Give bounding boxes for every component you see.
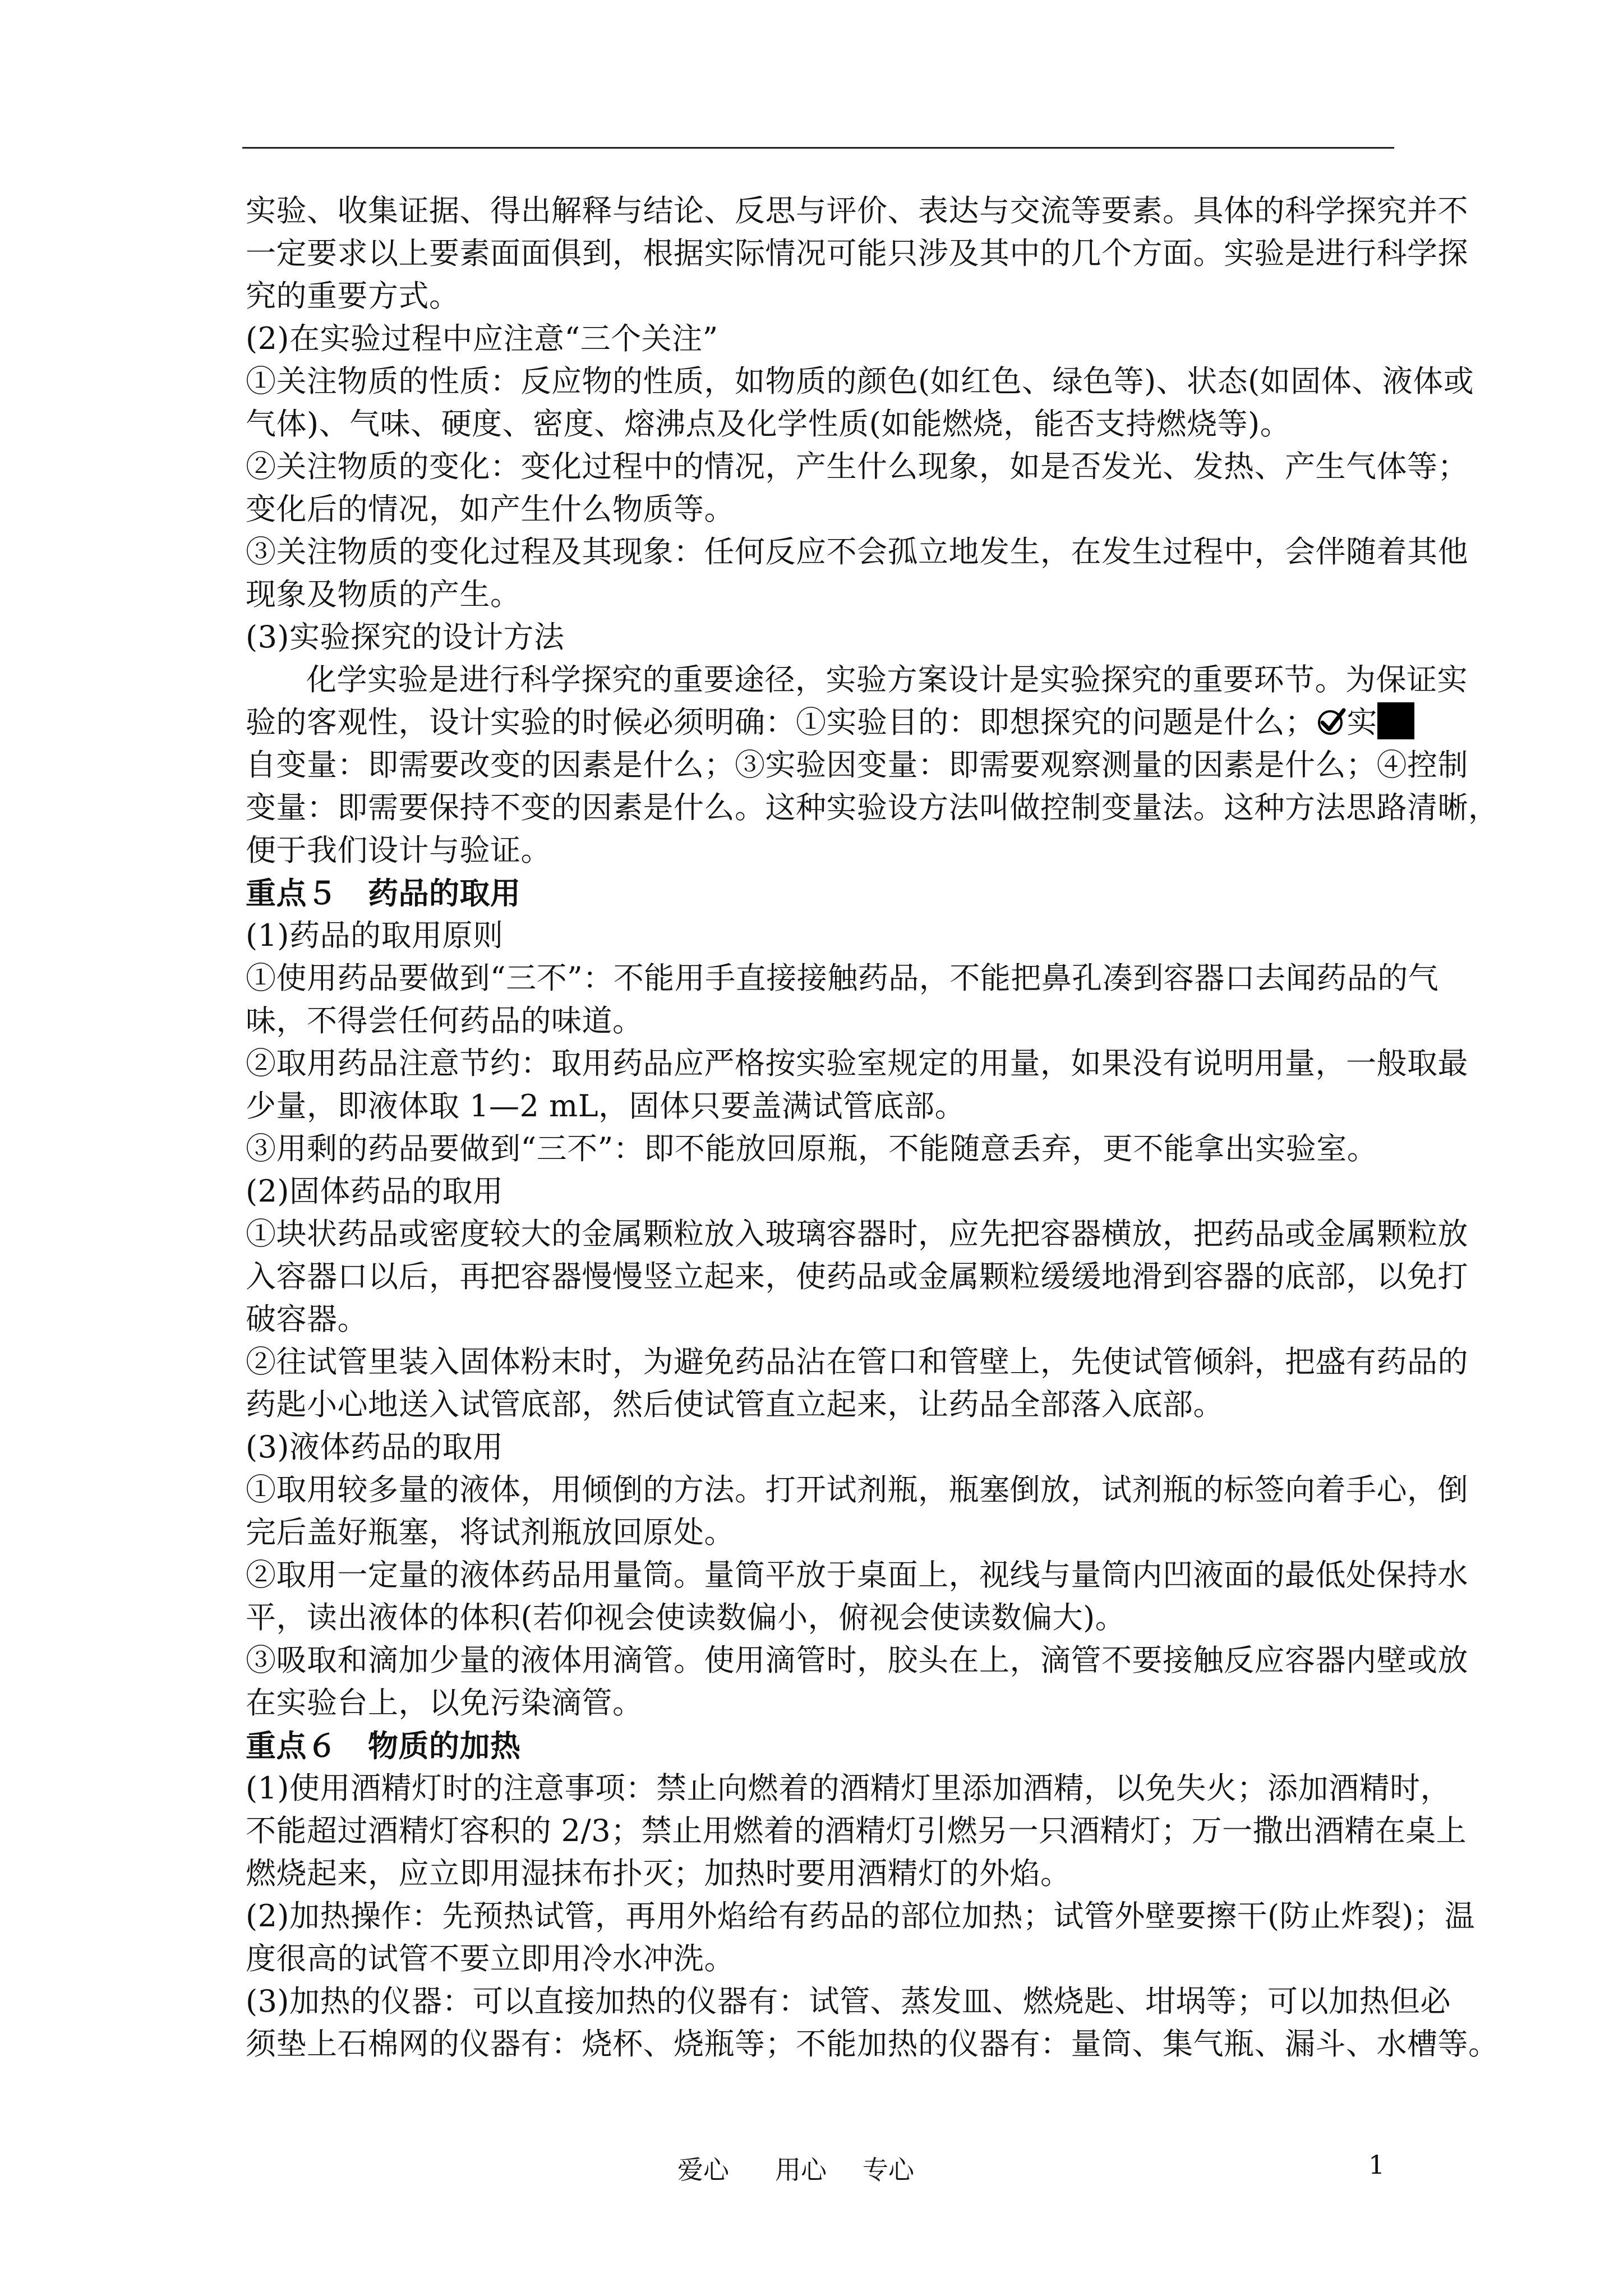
line-text: ②取用药品注意节约：取用药品应严格按实验室规定的用量，如果没有说明用量，一般取最 xyxy=(246,1046,1468,1081)
line-text: 实验、收集证据、得出解释与结论、反思与评价、表达与交流等要素。具体的科学探究并不 xyxy=(246,193,1468,228)
line-text: ②关注物质的变化：变化过程中的情况，产生什么现象，如是否发光、发热、产生气体等； xyxy=(246,449,1468,484)
text-line xyxy=(246,1383,1395,1426)
line-text: ①块状药品或密度较大的金属颗粒放入玻璃容器时，应先把容器横放，把药品或金属颗粒放 xyxy=(246,1216,1468,1251)
text-line xyxy=(246,531,1468,573)
text-line xyxy=(246,957,1439,1000)
line-text: 气体)、气味、硬度、密度、熔沸点及化学性质(如能燃烧，能否支持燃烧等)。 xyxy=(246,406,1291,441)
text-line xyxy=(246,616,1395,659)
line-text: (2)在实验过程中应注意“三个关注” xyxy=(246,321,718,356)
line-tail-text: 实 xyxy=(1347,705,1377,740)
footer-motto-1: 爱心 xyxy=(677,2155,729,2185)
document-body xyxy=(246,190,1499,2065)
text-line xyxy=(246,1042,1468,1085)
line-text: ③关注物质的变化过程及其现象：任何反应不会孤立地发生，在发生过程中，会伴随着其他 xyxy=(246,534,1468,569)
footer-motto-3: 专心 xyxy=(863,2155,914,2185)
line-text: (2)加热操作：先预热试管，再用外焰给有药品的部位加热；试管外壁要擦干(防止炸裂)；温 xyxy=(246,1898,1476,1934)
text-line xyxy=(246,573,1395,616)
line-text: (3)液体药品的取用 xyxy=(246,1429,504,1465)
text-line xyxy=(246,403,1395,445)
text-line xyxy=(246,659,1468,701)
line-text: ①取用较多量的液体，用倾倒的方法。打开试剂瓶，瓶塞倒放，试剂瓶的标签向着手心，倒 xyxy=(246,1472,1468,1507)
line-text: 自变量：即需要改变的因素是什么；③实验因变量：即需要观察测量的因素是什么；④控制 xyxy=(246,747,1468,783)
line-text: ①使用药品要做到“三不”：不能用手直接接触药品，不能把鼻孔凑到容器口去闻药品的气 xyxy=(246,960,1439,996)
text-line xyxy=(246,1213,1468,1255)
text-line xyxy=(246,360,1474,403)
text-line xyxy=(246,318,1395,360)
text-line xyxy=(246,2023,1499,2065)
line-text: 重点６ 物质的加热 xyxy=(246,1728,521,1764)
line-text: 验的客观性，设计实验的时候必须明确：①实验目的：即想探究的问题是什么； xyxy=(246,705,1316,740)
line-text: 化学实验是进行科学探究的重要途径，实验方案设计是实验探究的重要环节。为保证实 xyxy=(306,662,1468,697)
section-heading xyxy=(246,872,1395,914)
text-line xyxy=(246,488,1395,531)
redaction-box xyxy=(1377,702,1414,739)
line-text: 重点５ 药品的取用 xyxy=(246,875,521,911)
text-line xyxy=(246,1980,1451,2023)
text-line xyxy=(246,786,1499,829)
text-line xyxy=(246,1852,1395,1895)
text-line xyxy=(246,1000,1395,1042)
line-text: 平，读出液体的体积(若仰视会使读数偏小，俯视会使读数偏大)。 xyxy=(246,1600,1126,1635)
line-text: 破容器。 xyxy=(246,1301,368,1337)
text-line xyxy=(246,701,1395,744)
line-text: ③吸取和滴加少量的液体用滴管。使用滴管时，胶头在上，滴管不要接触反应容器内壁或放 xyxy=(246,1642,1468,1678)
line-text: 变化后的情况，如产生什么物质等。 xyxy=(246,491,735,527)
line-text: (3)加热的仪器：可以直接加热的仪器有：试管、蒸发皿、燃烧匙、坩埚等；可以加热但必 xyxy=(246,1984,1451,2019)
text-line xyxy=(246,1469,1468,1511)
line-text: ②往试管里装入固体粉末时，为避免药品沾在管口和管壁上，先使试管倾斜，把盛有药品的 xyxy=(246,1344,1468,1379)
line-text: (1)使用酒精灯时的注意事项：禁止向燃着的酒精灯里添加酒精，以免失火；添加酒精时， xyxy=(246,1770,1451,1806)
text-line xyxy=(246,1128,1395,1170)
line-text: 度很高的试管不要立即用冷水冲洗。 xyxy=(246,1941,735,1976)
text-line xyxy=(246,744,1468,786)
line-text: 便于我们设计与验证。 xyxy=(246,832,551,868)
line-text: 燃烧起来，应立即用湿抹布扑灭；加热时要用酒精灯的外焰。 xyxy=(246,1856,1071,1891)
text-line xyxy=(246,1341,1468,1383)
text-line xyxy=(246,1767,1451,1810)
line-text: 须垫上石棉网的仪器有：烧杯、烧瓶等；不能加热的仪器有：量筒、集气瓶、漏斗、水槽等。 xyxy=(246,2026,1499,2062)
text-line xyxy=(246,1554,1468,1596)
line-text: ②取用一定量的液体药品用量筒。量筒平放于桌面上，视线与量筒内凹液面的最低处保持水 xyxy=(246,1557,1468,1593)
text-line xyxy=(246,914,1395,957)
text-line xyxy=(246,1170,1395,1213)
line-text: 现象及物质的产生。 xyxy=(246,577,521,612)
line-text: 味，不得尝任何药品的味道。 xyxy=(246,1003,643,1038)
line-text: 究的重要方式。 xyxy=(246,278,460,314)
line-text: 完后盖好瓶塞，将试剂瓶放回原处。 xyxy=(246,1515,735,1550)
page-footer xyxy=(0,2150,1623,2189)
text-line xyxy=(246,275,1395,318)
line-text: 入容器口以后，再把容器慢慢竖立起来，使药品或金属颗粒缓缓地滑到容器的底部，以免打 xyxy=(246,1259,1468,1294)
page-number: 1 xyxy=(1368,2150,1385,2180)
line-text: 一定要求以上要素面面俱到，根据实际情况可能只涉及其中的几个方面。实验是进行科学探 xyxy=(246,236,1468,271)
text-line xyxy=(246,1810,1467,1852)
line-text: ①关注物质的性质：反应物的性质，如物质的颜色(如红色、绿色等)、状态(如固体、液体或 xyxy=(246,364,1474,399)
line-text: (2)固体药品的取用 xyxy=(246,1174,504,1209)
line-text: 药匙小心地送入试管底部，然后使试管直立起来，让药品全部落入底部。 xyxy=(246,1387,1224,1422)
line-text: 变量：即需要保持不变的因素是什么。这种实验设方法叫做控制变量法。这种方法思路清晰， xyxy=(246,790,1499,825)
text-line xyxy=(246,1085,1395,1128)
text-line xyxy=(246,445,1468,488)
line-text: 在实验台上，以免污染滴管。 xyxy=(246,1685,643,1720)
text-line xyxy=(246,1298,1395,1341)
footer-motto-2: 用心 xyxy=(775,2155,827,2185)
line-text: (1)药品的取用原则 xyxy=(246,918,504,953)
text-line xyxy=(246,1511,1395,1554)
text-line xyxy=(246,1639,1468,1682)
text-line xyxy=(246,1682,1395,1724)
header-rule xyxy=(242,147,1394,149)
checkmark-circle-icon xyxy=(1316,706,1347,737)
text-line xyxy=(246,190,1468,232)
text-line xyxy=(246,1596,1395,1639)
text-line xyxy=(246,829,1395,872)
section-heading xyxy=(246,1724,1395,1767)
line-text: 不能超过酒精灯容积的 2/3；禁止用燃着的酒精灯引燃另一只酒精灯；万一撒出酒精在桌上 xyxy=(246,1813,1467,1848)
line-text: ③用剩的药品要做到“三不”：即不能放回原瓶，不能随意丢弃，更不能拿出实验室。 xyxy=(246,1131,1378,1166)
text-line xyxy=(246,1426,1395,1469)
line-text: (3)实验探究的设计方法 xyxy=(246,619,565,655)
text-line xyxy=(246,1895,1476,1938)
text-line xyxy=(246,232,1468,275)
line-text: 少量，即液体取 1—2 mL，固体只要盖满试管底部。 xyxy=(246,1088,966,1124)
text-line xyxy=(246,1938,1395,1980)
text-line xyxy=(246,1255,1468,1298)
